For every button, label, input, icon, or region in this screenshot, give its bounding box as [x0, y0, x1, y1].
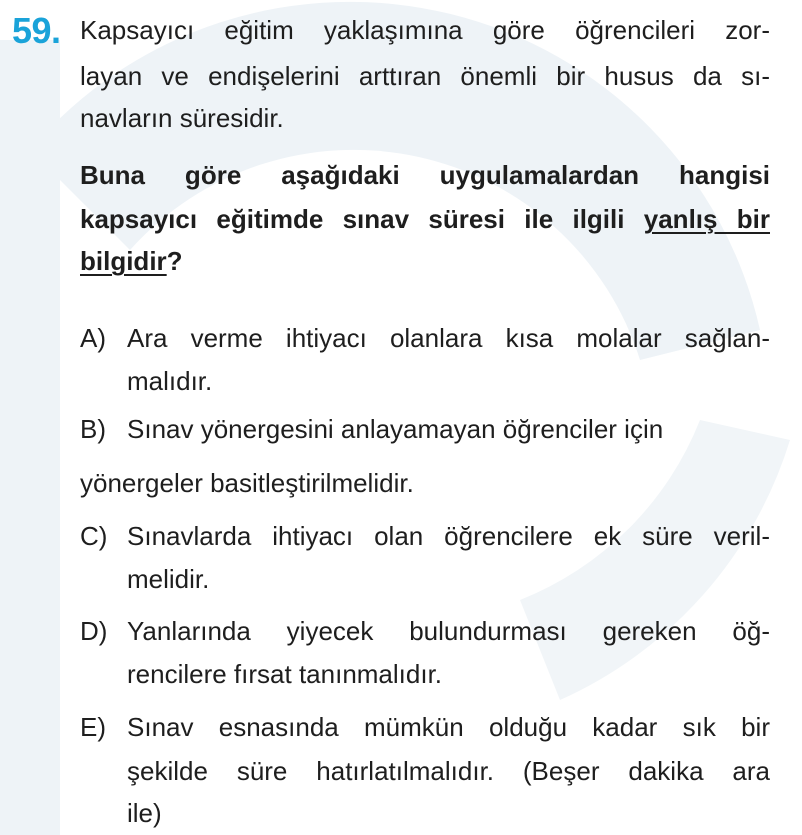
question-stem-line-1: Kapsayıcı eğitim yaklaşımına göre öğrencileri zor- — [80, 15, 770, 45]
prompt-text: kapsayıcı eğitimde sınav süresi ile ilgili — [80, 204, 644, 234]
option-d-line-2[interactable]: rencilere fırsat tanınmalıdır. — [127, 659, 443, 689]
option-a-line-2[interactable]: malıdır. — [127, 366, 213, 396]
option-b-letter[interactable]: B) — [80, 414, 106, 444]
option-c-letter[interactable]: C) — [80, 521, 108, 551]
option-b-line-1[interactable]: Sınav yönergesini anlayamayan öğrenciler için — [127, 414, 664, 444]
option-c-line-2[interactable]: melidir. — [127, 564, 210, 594]
prompt-question-mark: ? — [166, 246, 183, 276]
option-a-letter[interactable]: A) — [80, 323, 106, 353]
option-e-line-3[interactable]: ile) — [127, 798, 162, 828]
question-stem-line-2: layan ve endişelerini arttıran önemli bir husus da sı- — [80, 61, 770, 91]
option-c-line-1[interactable]: Sınavlarda ihtiyacı olan öğrencilere ek süre veril- — [127, 521, 770, 551]
question-prompt-line-3 — [80, 245, 770, 277]
prompt-underlined-text: bilgidir — [80, 246, 167, 276]
option-e-line-2[interactable]: şekilde süre hatırlatılmalıdır. (Beşer dakika ara — [127, 756, 770, 786]
option-e-line-1[interactable]: Sınav esnasında mümkün olduğu kadar sık bir — [127, 712, 770, 742]
question-number: 59. — [12, 10, 61, 51]
option-a-line-1[interactable]: Ara verme ihtiyacı olanlara kısa molalar sağlan- — [127, 323, 770, 353]
question-prompt-line-2 — [80, 203, 770, 235]
prompt-underlined-text: yanlış bir — [643, 204, 770, 234]
option-d-letter[interactable]: D) — [80, 616, 108, 646]
option-d-line-1[interactable]: Yanlarında yiyecek bulundurması gereken öğ- — [127, 616, 770, 646]
option-b-line-2[interactable]: yönergeler basitleştirilmelidir. — [80, 468, 414, 498]
option-e-letter[interactable]: E) — [80, 712, 106, 742]
question-prompt-line-1: Buna göre aşağıdaki uygulamalardan hangisi — [80, 160, 770, 190]
question-stem-line-3: navların süresidir. — [80, 103, 284, 133]
